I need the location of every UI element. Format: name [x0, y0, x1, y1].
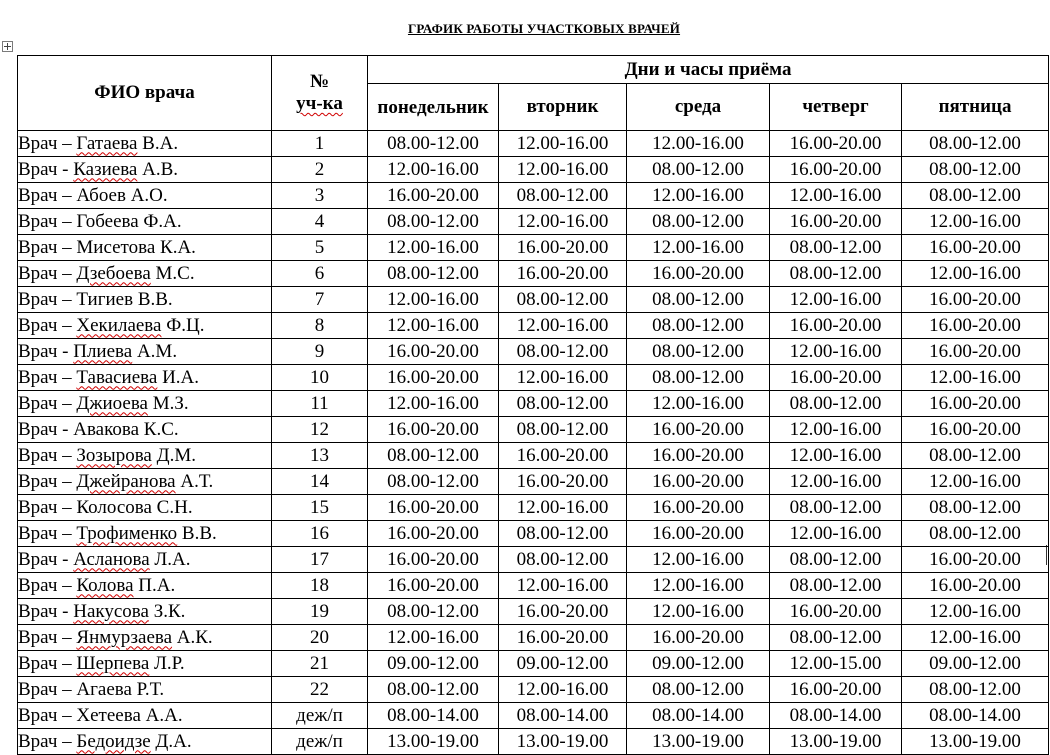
table-row	[18, 677, 1049, 703]
hours-cell-thursday[interactable]: 16.00-20.00	[770, 131, 902, 157]
spellcheck-word: Трофименко	[76, 522, 178, 544]
doctor-name-cell[interactable]	[18, 573, 272, 599]
hours-cell-tuesday[interactable]: 16.00-20.00	[499, 261, 627, 287]
hours-cell-thursday[interactable]: 12.00-16.00	[770, 443, 902, 469]
hours-cell-wednesday[interactable]: 12.00-16.00	[627, 183, 770, 209]
hours-cell-wednesday[interactable]: 09.00-12.00	[627, 651, 770, 677]
hours-cell-wednesday[interactable]: 12.00-16.00	[627, 235, 770, 261]
hours-cell-tuesday[interactable]: 12.00-16.00	[499, 313, 627, 339]
hours-cell-thursday[interactable]: 16.00-20.00	[770, 599, 902, 625]
hours-cell-monday[interactable]: 13.00-19.00	[368, 729, 499, 755]
hours-cell-thursday[interactable]: 16.00-20.00	[770, 209, 902, 235]
hours-cell-thursday[interactable]: 12.00-16.00	[770, 417, 902, 443]
district-number-cell[interactable]: 19	[272, 599, 368, 625]
doctor-name: Врач – Агаева Р.Т.	[18, 678, 165, 700]
hours-cell-monday[interactable]: 16.00-20.00	[368, 573, 499, 599]
table-row	[18, 625, 1049, 651]
spellcheck-word: Хекилаева	[76, 314, 162, 336]
hours-cell-tuesday[interactable]: 12.00-16.00	[499, 495, 627, 521]
doctor-name: Врач – Гобеева Ф.А.	[18, 210, 182, 232]
doctor-name-cell[interactable]	[18, 235, 272, 261]
table-row	[18, 547, 1049, 573]
hours-cell-tuesday[interactable]: 08.00-12.00	[499, 521, 627, 547]
hours-cell-thursday[interactable]: 08.00-12.00	[770, 547, 902, 573]
spellcheck-word: Джиоева	[76, 392, 148, 414]
spellcheck-word: Бедоидзе	[76, 730, 151, 752]
doctor-name: Врач – Шерпева Л.Р.	[18, 652, 185, 674]
hours-cell-thursday[interactable]: 16.00-20.00	[770, 365, 902, 391]
spellcheck-word: Плиева	[73, 340, 133, 362]
hours-cell-wednesday[interactable]: 16.00-20.00	[627, 469, 770, 495]
hours-cell-friday[interactable]: 16.00-20.00	[902, 417, 1049, 443]
district-number-cell[interactable]: 11	[272, 391, 368, 417]
district-number-cell[interactable]: 8	[272, 313, 368, 339]
header-wednesday: среда	[627, 84, 770, 131]
district-number-cell[interactable]: 2	[272, 157, 368, 183]
hours-cell-wednesday[interactable]: 08.00-12.00	[627, 313, 770, 339]
hours-cell-tuesday[interactable]: 08.00-14.00	[499, 703, 627, 729]
spellcheck-word: Колова	[76, 574, 134, 596]
hours-cell-thursday[interactable]: 12.00-16.00	[770, 339, 902, 365]
hours-cell-friday[interactable]: 08.00-12.00	[902, 677, 1049, 703]
table-row	[18, 443, 1049, 469]
doctor-name-cell[interactable]	[18, 157, 272, 183]
hours-cell-monday[interactable]: 12.00-16.00	[368, 157, 499, 183]
hours-cell-wednesday[interactable]: 12.00-16.00	[627, 599, 770, 625]
district-number-cell[interactable]: 4	[272, 209, 368, 235]
spellcheck-word: Джейранова	[76, 470, 176, 492]
doctor-name: Врач – Тигиев В.В.	[18, 288, 173, 310]
doctor-name: Врач - Накусова З.К.	[18, 600, 186, 622]
table-row	[18, 287, 1049, 313]
hours-cell-wednesday[interactable]: 08.00-12.00	[627, 677, 770, 703]
table-row	[18, 703, 1049, 729]
hours-cell-tuesday[interactable]: 08.00-12.00	[499, 547, 627, 573]
doctor-name-cell[interactable]	[18, 443, 272, 469]
hours-cell-tuesday[interactable]: 12.00-16.00	[499, 157, 627, 183]
header-number-sign: №	[309, 71, 330, 92]
hours-cell-tuesday[interactable]: 08.00-12.00	[499, 417, 627, 443]
doctor-name: Врач – Бедоидзе Д.А.	[18, 730, 192, 752]
doctor-name-cell[interactable]	[18, 547, 272, 573]
doctor-name-cell[interactable]	[18, 131, 272, 157]
hours-cell-thursday[interactable]: 12.00-16.00	[770, 469, 902, 495]
district-number-cell[interactable]: 21	[272, 651, 368, 677]
district-number-cell[interactable]: 13	[272, 443, 368, 469]
hours-cell-friday[interactable]: 16.00-20.00	[902, 339, 1049, 365]
hours-cell-wednesday[interactable]: 13.00-19.00	[627, 729, 770, 755]
hours-cell-wednesday[interactable]: 16.00-20.00	[627, 495, 770, 521]
district-number-cell[interactable]: 17	[272, 547, 368, 573]
doctor-name-cell[interactable]	[18, 339, 272, 365]
doctor-name-cell[interactable]	[18, 183, 272, 209]
doctor-name-cell[interactable]	[18, 209, 272, 235]
doctor-name-cell[interactable]	[18, 261, 272, 287]
hours-cell-tuesday[interactable]: 13.00-19.00	[499, 729, 627, 755]
spellcheck-word: Шерпева	[76, 652, 150, 674]
table-row	[18, 157, 1049, 183]
hours-cell-thursday[interactable]: 12.00-16.00	[770, 183, 902, 209]
doctor-name: Врач – Колосова С.Н.	[18, 496, 193, 518]
hours-cell-friday[interactable]: 08.00-12.00	[902, 443, 1049, 469]
hours-cell-tuesday[interactable]: 08.00-12.00	[499, 183, 627, 209]
hours-cell-monday[interactable]: 16.00-20.00	[368, 365, 499, 391]
hours-cell-friday[interactable]: 12.00-16.00	[902, 599, 1049, 625]
hours-cell-thursday[interactable]: 12.00-16.00	[770, 287, 902, 313]
hours-cell-monday[interactable]: 08.00-12.00	[368, 469, 499, 495]
hours-cell-monday[interactable]: 16.00-20.00	[368, 183, 499, 209]
hours-cell-friday[interactable]: 12.00-16.00	[902, 209, 1049, 235]
hours-cell-tuesday[interactable]: 16.00-20.00	[499, 599, 627, 625]
district-number-cell[interactable]: 14	[272, 469, 368, 495]
hours-cell-monday[interactable]: 08.00-12.00	[368, 209, 499, 235]
hours-cell-wednesday[interactable]: 16.00-20.00	[627, 417, 770, 443]
hours-cell-tuesday[interactable]: 12.00-16.00	[499, 131, 627, 157]
district-number-cell[interactable]: 5	[272, 235, 368, 261]
doctor-name: Врач – Джейранова А.Т.	[18, 470, 214, 492]
doctor-name: Врач – Дзебоева М.С.	[18, 262, 195, 284]
schedule-table	[17, 55, 1049, 755]
doctor-name-cell[interactable]	[18, 625, 272, 651]
spellcheck-word: Янмурзаева	[76, 626, 173, 648]
hours-cell-wednesday[interactable]: 08.00-12.00	[627, 209, 770, 235]
hours-cell-thursday[interactable]: 08.00-12.00	[770, 625, 902, 651]
hours-cell-friday[interactable]: 08.00-14.00	[902, 703, 1049, 729]
hours-cell-wednesday[interactable]: 12.00-16.00	[627, 547, 770, 573]
hours-cell-friday[interactable]: 12.00-16.00	[902, 469, 1049, 495]
doctor-name-cell[interactable]	[18, 417, 272, 443]
document-title: ГРАФИК РАБОТЫ УЧАСТКОВЫХ ВРАЧЕЙ	[407, 21, 681, 36]
hours-cell-monday[interactable]: 12.00-16.00	[368, 391, 499, 417]
hours-cell-friday[interactable]: 12.00-16.00	[902, 261, 1049, 287]
hours-cell-wednesday[interactable]: 12.00-16.00	[627, 131, 770, 157]
hours-cell-tuesday[interactable]: 16.00-20.00	[499, 235, 627, 261]
hours-cell-monday[interactable]: 16.00-20.00	[368, 495, 499, 521]
hours-cell-wednesday[interactable]: 08.00-12.00	[627, 287, 770, 313]
doctor-name: Врач - Асланова Л.А.	[18, 548, 191, 570]
table-row	[18, 391, 1049, 417]
doctor-name: Врач – Мисетова К.А.	[18, 236, 196, 258]
hours-cell-friday[interactable]: 16.00-20.00	[902, 547, 1049, 573]
hours-cell-thursday[interactable]: 08.00-14.00	[770, 703, 902, 729]
hours-cell-friday[interactable]: 16.00-20.00	[902, 313, 1049, 339]
doctor-name-cell[interactable]	[18, 729, 272, 755]
spellcheck-word: Дзебоева	[76, 262, 151, 284]
hours-cell-friday[interactable]: 09.00-12.00	[902, 651, 1049, 677]
hours-cell-thursday[interactable]: 16.00-20.00	[770, 677, 902, 703]
table-row	[18, 573, 1049, 599]
district-number-cell[interactable]: 1	[272, 131, 368, 157]
header-district-label: уч-ка	[296, 93, 343, 114]
hours-cell-tuesday[interactable]: 12.00-16.00	[499, 573, 627, 599]
hours-cell-wednesday[interactable]: 16.00-20.00	[627, 625, 770, 651]
hours-cell-tuesday[interactable]: 08.00-12.00	[499, 287, 627, 313]
table-row	[18, 599, 1049, 625]
district-number-cell[interactable]: 16	[272, 521, 368, 547]
hours-cell-friday[interactable]: 16.00-20.00	[902, 573, 1049, 599]
doctor-name: Врач – Хетеева А.А.	[18, 704, 183, 726]
table-row	[18, 209, 1049, 235]
hours-cell-monday[interactable]: 08.00-12.00	[368, 131, 499, 157]
doctor-name-cell[interactable]	[18, 287, 272, 313]
hours-cell-friday[interactable]: 12.00-16.00	[902, 365, 1049, 391]
district-number-cell[interactable]: 6	[272, 261, 368, 287]
hours-cell-friday[interactable]: 12.00-16.00	[902, 625, 1049, 651]
schedule-body	[18, 131, 1049, 755]
hours-cell-wednesday[interactable]: 08.00-14.00	[627, 703, 770, 729]
doctor-name: Врач - Авакова К.С.	[18, 418, 179, 440]
hours-cell-friday[interactable]: 08.00-12.00	[902, 495, 1049, 521]
hours-cell-monday[interactable]: 16.00-20.00	[368, 417, 499, 443]
table-row	[18, 313, 1049, 339]
header-tuesday: вторник	[499, 84, 627, 131]
hours-cell-thursday[interactable]: 13.00-19.00	[770, 729, 902, 755]
hours-cell-monday[interactable]: 12.00-16.00	[368, 313, 499, 339]
hours-cell-tuesday[interactable]: 16.00-20.00	[499, 469, 627, 495]
hours-cell-thursday[interactable]: 08.00-12.00	[770, 235, 902, 261]
district-number-cell[interactable]: 18	[272, 573, 368, 599]
hours-cell-monday[interactable]: 12.00-16.00	[368, 287, 499, 313]
hours-cell-wednesday[interactable]: 08.00-12.00	[627, 365, 770, 391]
hours-cell-monday[interactable]: 08.00-12.00	[368, 599, 499, 625]
district-number-cell[interactable]: деж/п	[272, 729, 368, 755]
hours-cell-tuesday[interactable]: 08.00-12.00	[499, 339, 627, 365]
header-doctor-name: ФИО врача	[18, 56, 272, 131]
doctor-name: Врач – Зозырова Д.М.	[18, 444, 196, 466]
hours-cell-tuesday[interactable]: 12.00-16.00	[499, 365, 627, 391]
table-row	[18, 235, 1049, 261]
header-district-number	[272, 56, 368, 131]
doctor-name: Врач – Тавасиева И.А.	[18, 366, 200, 388]
district-number-cell[interactable]: 9	[272, 339, 368, 365]
doctor-name-cell[interactable]	[18, 521, 272, 547]
doctor-name: Врач – Трофименко В.В.	[18, 522, 217, 544]
hours-cell-friday[interactable]: 08.00-12.00	[902, 157, 1049, 183]
hours-cell-monday[interactable]: 12.00-16.00	[368, 625, 499, 651]
district-number-cell[interactable]: 15	[272, 495, 368, 521]
hours-cell-wednesday[interactable]: 08.00-12.00	[627, 157, 770, 183]
doctor-name: Врач – Янмурзаева А.К.	[18, 626, 213, 648]
spellcheck-word: Тавасиева	[76, 366, 158, 388]
table-row	[18, 183, 1049, 209]
doctor-name: Врач - Казиева А.В.	[18, 158, 179, 180]
doctor-name: Врач - Плиева А.М.	[18, 340, 178, 362]
district-number-cell[interactable]: 3	[272, 183, 368, 209]
hours-cell-wednesday[interactable]: 16.00-20.00	[627, 443, 770, 469]
doctor-name: Врач – Джиоева М.З.	[18, 392, 189, 414]
district-number-cell[interactable]: 20	[272, 625, 368, 651]
table-row	[18, 339, 1049, 365]
hours-cell-friday[interactable]: 16.00-20.00	[902, 391, 1049, 417]
header-days-group: Дни и часы приёма	[368, 56, 1049, 84]
doctor-name-cell[interactable]	[18, 495, 272, 521]
doctor-name-cell[interactable]	[18, 677, 272, 703]
doctor-name-cell[interactable]	[18, 365, 272, 391]
doctor-name-cell[interactable]	[18, 391, 272, 417]
hours-cell-friday[interactable]: 08.00-12.00	[902, 183, 1049, 209]
table-row	[18, 365, 1049, 391]
hours-cell-monday[interactable]: 12.00-16.00	[368, 235, 499, 261]
spellcheck-word: Зозырова	[76, 444, 152, 466]
table-move-handle-icon[interactable]	[2, 41, 13, 52]
header-row-top	[18, 56, 1049, 84]
hours-cell-wednesday[interactable]: 12.00-16.00	[627, 391, 770, 417]
hours-cell-wednesday[interactable]: 12.00-16.00	[627, 573, 770, 599]
hours-cell-monday[interactable]: 08.00-14.00	[368, 703, 499, 729]
doctor-name: Врач – Хекилаева Ф.Ц.	[18, 314, 205, 336]
table-row	[18, 417, 1049, 443]
hours-cell-tuesday[interactable]: 16.00-20.00	[499, 443, 627, 469]
district-number-cell[interactable]: 22	[272, 677, 368, 703]
spellcheck-word: Асланова	[73, 548, 150, 570]
table-row	[18, 521, 1049, 547]
hours-cell-monday[interactable]: 16.00-20.00	[368, 339, 499, 365]
header-monday: понедельник	[368, 84, 499, 131]
table-row	[18, 131, 1049, 157]
spellcheck-word: Накусова	[73, 600, 149, 622]
hours-cell-friday[interactable]: 16.00-20.00	[902, 287, 1049, 313]
table-row	[18, 261, 1049, 287]
table-row	[18, 729, 1049, 755]
district-number-cell[interactable]: 10	[272, 365, 368, 391]
district-number-cell[interactable]: 7	[272, 287, 368, 313]
hours-cell-friday[interactable]: 08.00-12.00	[902, 131, 1049, 157]
hours-cell-thursday[interactable]: 08.00-12.00	[770, 495, 902, 521]
table-row	[18, 469, 1049, 495]
doctor-name: Врач – Абоев А.О.	[18, 184, 168, 206]
hours-cell-tuesday[interactable]: 12.00-16.00	[499, 677, 627, 703]
hours-cell-monday[interactable]: 16.00-20.00	[368, 521, 499, 547]
hours-cell-monday[interactable]: 08.00-12.00	[368, 677, 499, 703]
doctor-name-cell[interactable]	[18, 599, 272, 625]
hours-cell-wednesday[interactable]: 16.00-20.00	[627, 521, 770, 547]
hours-cell-friday[interactable]: 16.00-20.00	[902, 235, 1049, 261]
hours-cell-friday[interactable]: 13.00-19.00	[902, 729, 1049, 755]
doctor-name-cell[interactable]	[18, 651, 272, 677]
header-thursday: четверг	[770, 84, 902, 131]
spellcheck-word: Казиева	[73, 158, 138, 180]
doctor-name-cell[interactable]	[18, 313, 272, 339]
spellcheck-word: Гатаева	[76, 132, 138, 154]
doctor-name: Врач – Гатаева В.А.	[18, 132, 179, 154]
hours-cell-thursday[interactable]: 08.00-12.00	[770, 391, 902, 417]
hours-cell-thursday[interactable]: 16.00-20.00	[770, 313, 902, 339]
hours-cell-thursday[interactable]: 16.00-20.00	[770, 157, 902, 183]
hours-cell-wednesday[interactable]: 16.00-20.00	[627, 261, 770, 287]
hours-cell-monday[interactable]: 08.00-12.00	[368, 261, 499, 287]
hours-cell-tuesday[interactable]: 09.00-12.00	[499, 651, 627, 677]
hours-cell-thursday[interactable]: 12.00-15.00	[770, 651, 902, 677]
hours-cell-wednesday[interactable]: 08.00-12.00	[627, 339, 770, 365]
header-friday: пятница	[902, 84, 1049, 131]
hours-cell-thursday[interactable]: 12.00-16.00	[770, 521, 902, 547]
doctor-name: Врач – Колова П.А.	[18, 574, 176, 596]
hours-cell-tuesday[interactable]: 16.00-20.00	[499, 625, 627, 651]
hours-cell-monday[interactable]: 08.00-12.00	[368, 443, 499, 469]
hours-cell-tuesday[interactable]: 12.00-16.00	[499, 209, 627, 235]
hours-cell-thursday[interactable]: 08.00-12.00	[770, 261, 902, 287]
doctor-name-cell[interactable]	[18, 703, 272, 729]
district-number-cell[interactable]: деж/п	[272, 703, 368, 729]
doctor-name-cell[interactable]	[18, 469, 272, 495]
table-row	[18, 495, 1049, 521]
hours-cell-monday[interactable]: 16.00-20.00	[368, 547, 499, 573]
hours-cell-tuesday[interactable]: 08.00-12.00	[499, 391, 627, 417]
hours-cell-monday[interactable]: 09.00-12.00	[368, 651, 499, 677]
table-row	[18, 651, 1049, 677]
hours-cell-thursday[interactable]: 08.00-12.00	[770, 573, 902, 599]
hours-cell-friday[interactable]: 08.00-12.00	[902, 521, 1049, 547]
district-number-cell[interactable]: 12	[272, 417, 368, 443]
